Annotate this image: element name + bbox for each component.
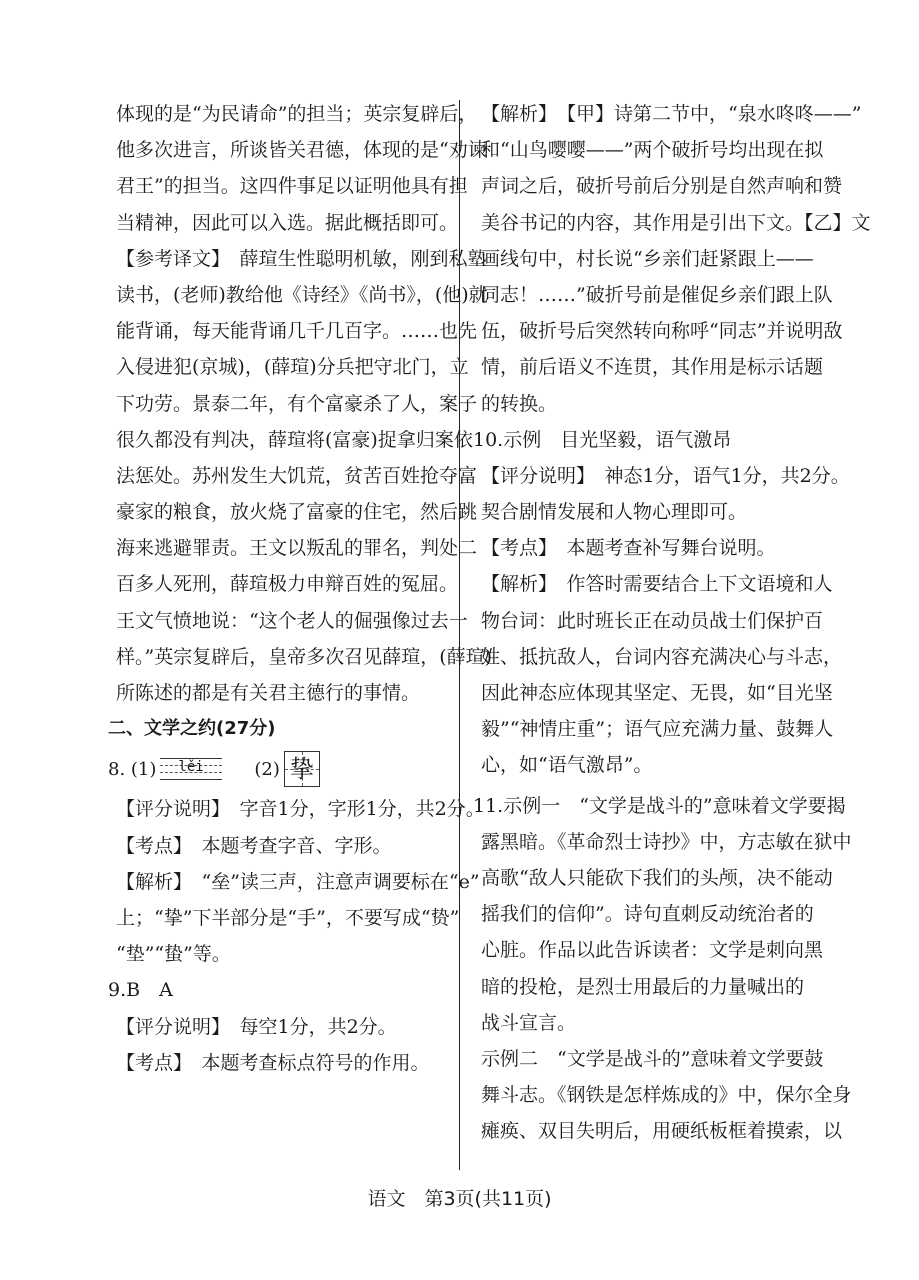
text-line: 伍，破折号后突然转向称呼“同志”并说明敌 — [481, 320, 843, 343]
text-line: 【解析】 【甲】诗第二节中，“泉水咚咚——” — [481, 103, 862, 125]
text-line: 【考点】 本题考查标点符号的作用。 — [116, 1051, 430, 1074]
text-line: 很久都没有判决，薛瑄将(富豪)捉拿归案依 — [116, 428, 473, 451]
text-line: 露黑暗。《革命烈士诗抄》中，方志敏在狱中 — [481, 830, 852, 853]
q9-answer: 9.B A — [108, 979, 173, 1002]
text-line: 【考点】 本题考查补写舞台说明。 — [481, 537, 776, 560]
text-line: 下功劳。景泰二年，有个富豪杀了人，案子 — [116, 392, 478, 415]
q9-analysis — [473, 96, 871, 422]
q7-explanation-tail — [108, 96, 493, 711]
text-line: 战斗宣言。 — [481, 1011, 577, 1034]
right-column — [473, 96, 871, 1149]
q9-explanation — [108, 1009, 458, 1081]
text-line: 情，前后语义不连贯，其作用是标示话题 — [481, 356, 824, 379]
text-line: 【评分说明】 每空1分，共2分。 — [116, 1015, 397, 1038]
text-line: 【评分说明】 神态1分，语气1分，共2分。 — [481, 464, 850, 487]
text-line: 心，如“语气激昂”。 — [481, 754, 653, 777]
character-grid — [284, 751, 320, 787]
q8-label-1: 8. (1) — [108, 758, 157, 780]
text-line: 当精神，因此可以入选。据此概括即可。 — [116, 211, 459, 234]
text-line: 【参考译文】 薛瑄生性聪明机敏，刚到私塾 — [116, 247, 487, 270]
text-line: 【解析】 作答时需要结合上下文语境和人 — [481, 573, 833, 596]
q8-label-2: (2) — [254, 758, 280, 780]
text-line: 契合剧情发展和人物心理即可。 — [481, 501, 748, 524]
text-line: 瘫痪、双目失明后，用硬纸板框着摸索，以 — [481, 1120, 843, 1143]
text-line: 物台词：此时班长正在动员战士们保护百 — [481, 609, 824, 632]
text-line: 11.示例一 “文学是战斗的”意味着文学要揭 — [473, 794, 846, 817]
q8-answer — [108, 747, 458, 791]
text-line: 所陈述的都是有关君主德行的事情。 — [116, 682, 421, 704]
text-line: 【考点】 本题考查字音、字形。 — [116, 834, 392, 857]
text-line: 同志！……”破折号前是催促乡亲们跟上队 — [481, 283, 833, 306]
q11-answer — [473, 788, 852, 1150]
text-line: 王文气愤地说：“这个老人的倔强像过去一 — [116, 609, 468, 632]
text-line: 画线句中，村长说“乡亲们赶紧跟上—— — [481, 247, 814, 270]
character-answer: 挚 — [289, 755, 314, 784]
text-line: 高歌“敌人只能砍下我们的头颅，决不能动 — [481, 866, 833, 889]
text-line: 豪家的粮食，放火烧了富豪的住宅，然后跳 — [116, 501, 478, 524]
text-line: 【评分说明】 字音1分，字形1分，共2分。 — [116, 798, 485, 821]
q10-explanation — [473, 458, 850, 784]
text-line: “垫”“蛰”等。 — [116, 943, 231, 966]
page-footer: 语文 第3页(共11页) — [367, 1188, 552, 1210]
text-line: 样。”英宗复辟后，皇帝多次召见薛瑄，(薛瑄) — [116, 645, 493, 668]
text-line: 摇我们的信仰”。诗句直刺反动统治者的 — [481, 903, 814, 926]
text-line: 【解析】 “垒”读三声，注意声调要标在“e” — [116, 870, 480, 893]
section-title: 二、文学之约(27分) — [108, 718, 276, 740]
text-line: 体现的是“为民请命”的担当；英宗复辟后， — [116, 103, 478, 125]
text-line: 入侵进犯(京城)，(薛瑄)分兵把守北门，立 — [116, 356, 469, 379]
text-line: 毅”“神情庄重”；语气应充满力量、鼓舞人 — [481, 718, 834, 741]
text-line: 海来逃避罪责。王文以叛乱的罪名，判处二 — [116, 537, 478, 560]
text-line: 暗的投枪，是烈士用最后的力量喊出的 — [481, 975, 805, 998]
text-line: 他多次进言，所谈皆关君德，体现的是“劝谏 — [116, 139, 487, 162]
text-line: 美谷书记的内容，其作用是引出下文。【乙】文 — [481, 211, 871, 234]
text-line: 示例二 “文学是战斗的”意味着文学要鼓 — [481, 1047, 824, 1070]
text-line: 和“山鸟嘤嘤——”两个破折号均出现在拟 — [481, 139, 824, 162]
text-line: 君王”的担当。这四件事足以证明他具有担 — [116, 175, 468, 198]
text-line: 法惩处。苏州发生大饥荒，贫苦百姓抢夺富 — [116, 464, 478, 487]
text-line: 舞斗志。《钢铁是怎样炼成的》中，保尔全身 — [481, 1084, 852, 1107]
text-line: 百多人死刑，薛瑄极力申辩百姓的冤屈。 — [116, 573, 459, 596]
text-line: 能背诵，每天能背诵几千几百字。……也先 — [116, 320, 478, 343]
text-line: 声词之后，破折号前后分别是自然声响和赞 — [481, 175, 843, 198]
text-line: 上；“挚”下半部分是“手”，不要写成“贽” — [116, 906, 460, 929]
text-line: 因此神态应体现其坚定、无畏，如“目光坚 — [481, 682, 833, 704]
text-line: 心脏。作品以此告诉读者：文学是刺向黑 — [481, 939, 824, 962]
pinyin-grid — [160, 756, 222, 782]
text-line: 的转换。 — [481, 392, 558, 415]
text-line: 读书，(老师)教给他《诗经》《尚书》，(他)就 — [116, 283, 488, 306]
q8-explanation — [108, 791, 485, 972]
text-line: 姓、抵抗敌人，台词内容充满决心与斗志， — [481, 645, 843, 668]
pinyin-answer: lěi — [178, 759, 204, 776]
left-column — [108, 96, 493, 1081]
q10-answer: 10.示例 目光坚毅，语气激昂 — [473, 428, 732, 451]
